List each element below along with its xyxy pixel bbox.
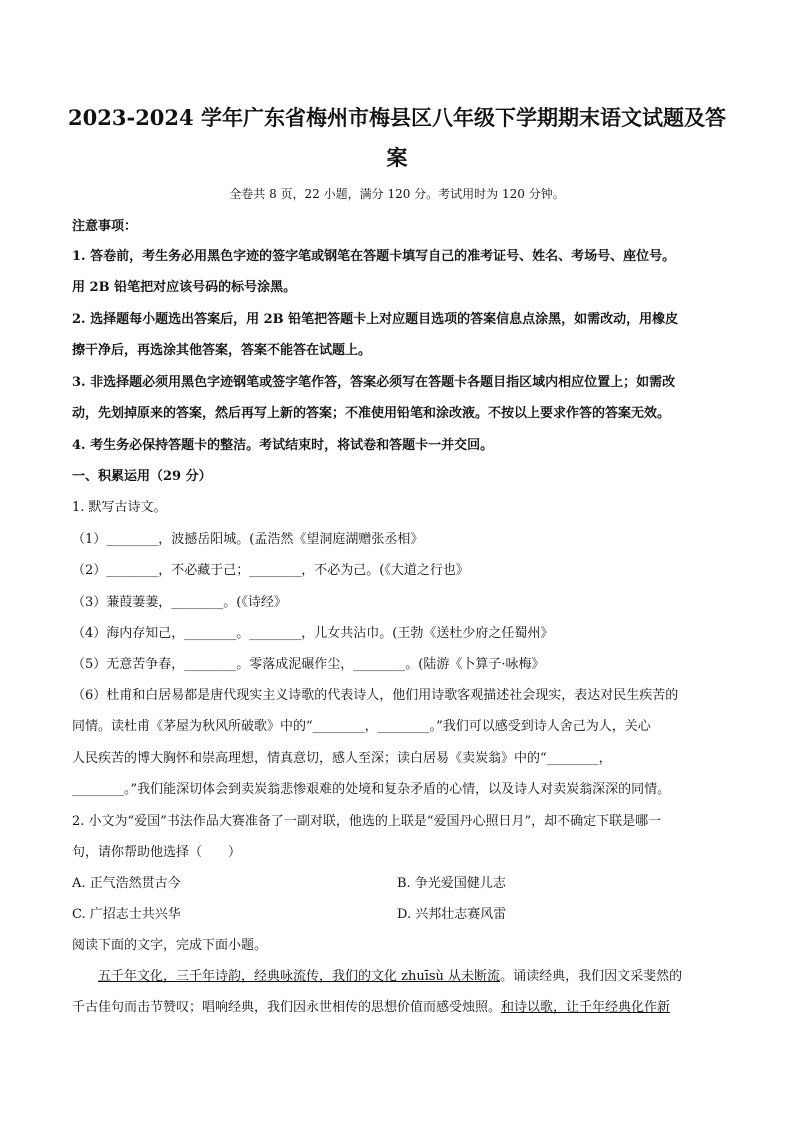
paragraph-text: 千古佳句而击节赞叹；唱响经典，我们因永世相传的思想价值而感受烛照。 [72,1000,502,1015]
question-1-item-6: 同情。读杜甫《茅屋为秋风所破歌》中的“________，________。”我们可以感受到诗人舍己为人，关心 [72,719,651,734]
option-d: D. 兴邦壮志赛风雷 [397,907,507,922]
question-1-item-6: ________。”我们能深切体会到卖炭翁悲惨艰难的处境和复杂矛盾的心情，以及诗人对卖炭翁深深的同情。 [72,782,671,797]
question-2-stem: 句，请你帮助他选择（ ） [72,845,242,860]
question-1-item: （5）无意苦争春，________。零落成泥碾作尘，________。(陆游《卜算子·咏梅》 [72,657,545,672]
question-1-stem: 1. 默写古诗文。 [72,500,167,515]
question-1-item: （3）蒹葭萋萋，________。(《诗经》 [72,595,287,610]
question-1-item: （4）海内存知己，________。________，儿女共沾巾。(王勃《送杜少府之任蜀州》 [72,626,554,641]
notice-line: 3. 非选择题必须用黑色字迹钢笔或签字笔作答，答案必须写在答题卡各题目指区域内相应位置上；如需改 [72,375,676,390]
question-1-item: （2）________，不必藏于己；________，不必为己。(《大道之行也》 [72,563,469,578]
paragraph-text: 。诵读经典，我们因文采斐然的 [500,969,683,984]
exam-info: 全卷共 8 页，22 小题，满分 120 分。考试用时为 120 分钟。 [229,187,565,201]
underlined-sentence: 五千年文化，三千年诗韵，经典咏流传，我们的文化 zhuīsù 从未断流 [98,969,501,984]
underlined-sentence: 和诗以歌，让千年经典化作新 [501,1000,671,1015]
question-1-item: （1）________，波撼岳阳城。(孟浩然《望洞庭湖赠张丞相》 [72,532,424,547]
exam-title [60,98,734,178]
title-line-1: 2023-2024 学年广东省梅州市梅县区八年级下学期期末语文试题及答 [68,105,726,130]
notice-line: 2. 选择题每小题选出答案后，用 2B 铅笔把答题卡上对应题目选项的答案信息点涂黑，如需改动，用橡皮 [72,312,679,327]
notice-line: 1. 答卷前，考生务必用黑色字迹的签字笔或钢笔在答题卡填写自己的准考证号、姓名、考场号、座位号。 [72,249,676,264]
question-1-item-6: 人民疾苦的博大胸怀和崇高理想，情真意切，感人至深；读白居易《卖炭翁》中的“________， [72,751,612,766]
notice-heading: 注意事项： [72,219,138,234]
reading-paragraph-line [72,998,724,1018]
option-a: A. 正气浩然贯古今 [72,876,181,891]
notice-line: 动，先划掉原来的答案，然后再写上新的答案；不准使用铅笔和涂改液。不按以上要求作答的答案无效。 [72,406,671,421]
notice-line: 擦干净后，再选涂其他答案，答案不能答在试题上。 [72,343,372,358]
question-1-item-6: （6）杜甫和白居易都是唐代现实主义诗歌的代表诗人，他们用诗歌客观描述社会现实，表达对民生疾苦的 [72,688,679,703]
notice-line: 用 2B 铅笔把对应该号码的标号涂黑。 [72,280,297,295]
section-heading: 一、积累运用（29 分） [72,469,212,484]
option-b: B. 争光爱国健儿志 [397,876,506,891]
reading-instruction: 阅读下面的文字，完成下面小题。 [72,938,268,953]
title-line-2: 案 [386,145,408,170]
reading-paragraph-line [72,967,724,987]
option-c: C. 广招志士共兴华 [72,907,181,922]
question-2-stem: 2. 小文为“爱国”书法作品大赛准备了一副对联，他选的上联是“爱国丹心照日月”，却不确定下联是哪一 [72,814,662,829]
notice-line: 4. 考生务必保持答题卡的整洁。考试结束时，将试卷和答题卡一并交回。 [72,438,494,453]
